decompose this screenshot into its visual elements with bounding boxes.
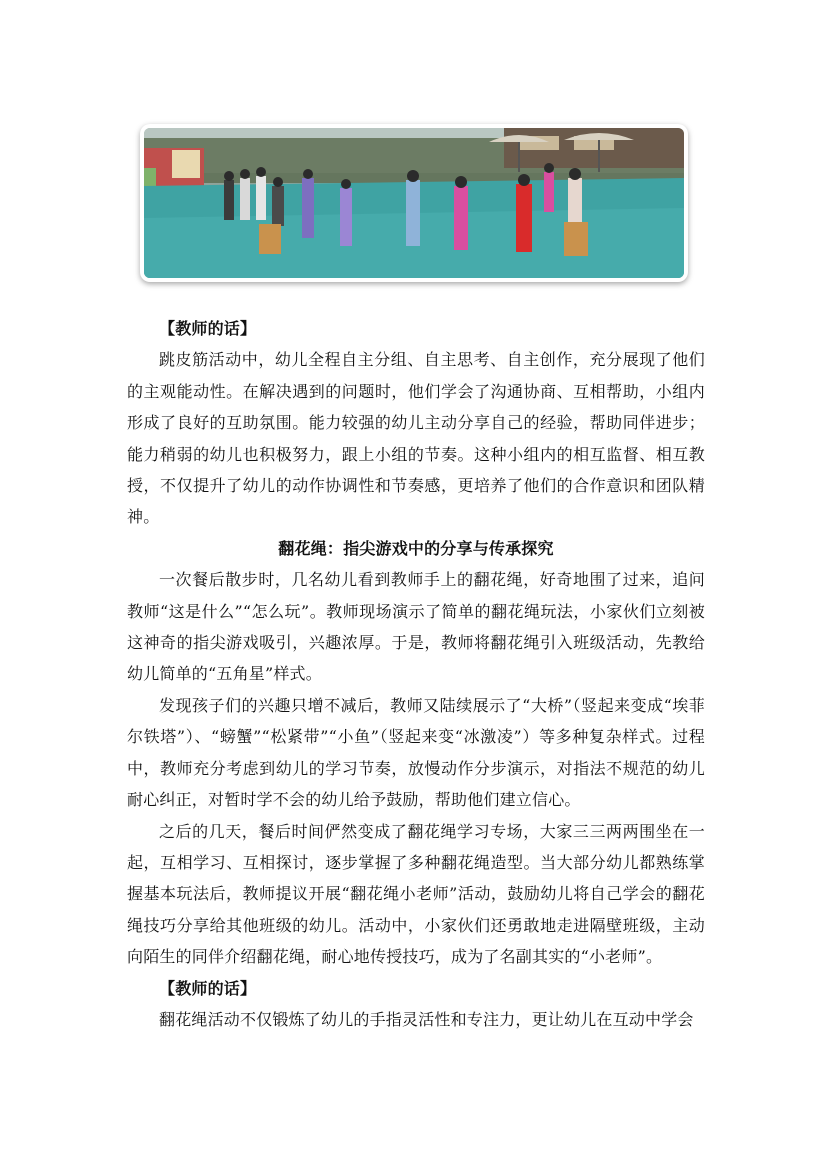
photo-frame <box>140 124 688 282</box>
teacher-words-heading-2: 【教师的话】 <box>159 978 257 998</box>
article-body <box>127 313 705 1035</box>
paragraph-3: 之后的几天，餐后时间俨然变成了翻花绳学习专场，大家三三两两围坐在一起，互相学习、互相探讨，逐步掌握了多种翻花绳造型。当大部分幼儿都熟练掌握基本玩法后，教师提议开展“翻花绳小老师”活动，鼓励幼儿将自己学会的翻花绳技巧分享给其他班级的幼儿。活动中，小家伙们还勇敢地走进隔壁班级，主动向陌生的同伴介绍翻花绳，耐心地传授技巧，成为了名副其实的“小老师”。 <box>127 821 705 967</box>
teacher-words-paragraph-2: 翻花绳活动不仅锻炼了幼儿的手指灵活性和专注力，更让幼儿在互动中学会 <box>159 1009 694 1029</box>
playground-photo <box>144 128 684 278</box>
paragraph-1: 一次餐后散步时，几名幼儿看到教师手上的翻花绳，好奇地围了过来，追问教师“这是什么”“怎么玩”。教师现场演示了简单的翻花绳玩法，小家伙们立刻被这神奇的指尖游戏吸引，兴趣浓厚。于是，教师将翻花绳引入班级活动，先教给幼儿简单的“五角星”样式。 <box>127 570 705 684</box>
teacher-words-paragraph-1: 跳皮筋活动中，幼儿全程自主分组、自主思考、自主创作，充分展现了他们的主观能动性。在解决遇到的问题时，他们学会了沟通协商、互相帮助，小组内形成了良好的互助氛围。能力较强的幼儿主动分享自己的经验，帮助同伴进步；能力稍弱的幼儿也积极努力，跟上小组的节奏。这种小组内的相互监督、相互教授，不仅提升了幼儿的动作协调性和节奏感，更培养了他们的合作意识和团队精神。 <box>127 350 705 527</box>
teacher-words-heading-1: 【教师的话】 <box>159 319 257 338</box>
section-title-string-figure: 翻花绳：指尖游戏中的分享与传承探究 <box>278 538 554 558</box>
paragraph-2: 发现孩子们的兴趣只增不减后，教师又陆续展示了“大桥”（竖起来变成“埃菲尔铁塔”）、“螃蟹”“松紧带”“小鱼”（竖起来变“冰激凌”）等多种复杂样式。过程中，教师充分考虑到幼儿的学习节奏，放慢动作分步演示，对指法不规范的幼儿耐心纠正，对暂时学不会的幼儿给予鼓励，帮助他们建立信心。 <box>127 695 705 810</box>
